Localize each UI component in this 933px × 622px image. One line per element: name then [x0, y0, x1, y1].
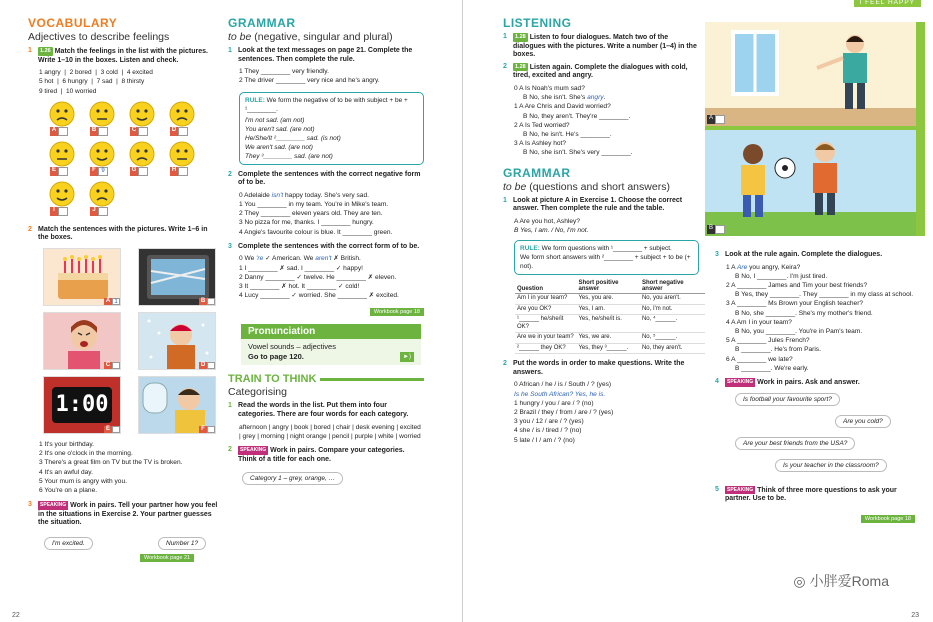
answer-box[interactable] [104, 426, 120, 433]
face-letter: H [170, 167, 178, 176]
running-head: I FEEL HAPPY [854, 0, 921, 7]
rule-label: RULE: [520, 245, 540, 253]
line-end: ✗ British. [331, 255, 361, 263]
speech-bubble: Category 1 – grey, orange, … [242, 472, 343, 485]
answer-box[interactable] [90, 127, 108, 136]
audio-icon[interactable]: 1.26 [40, 48, 51, 54]
example-answer: isn't [271, 191, 284, 199]
pronunciation-body [241, 339, 421, 365]
dialogue-lines [715, 272, 915, 373]
table-cell: Yes, we are. [576, 333, 639, 344]
subheading-rest: (questions and short answers) [529, 180, 670, 193]
instruction-text: Listen to four dialogues. Match two of the dialogues with the pictures. Write a number (1–4) in the boxes. [513, 34, 697, 59]
workbook-link[interactable]: Workbook page 18 [861, 515, 915, 523]
speaking-label: SPEAKING [727, 486, 754, 493]
speech-bubble: Are you cold? [835, 415, 891, 428]
word-list: 1 angry | 2 bored | 3 cold | 4 excited 5 hot | 6 hungry | 7 sad | 8 thirsty 9 tired | 10 worried [39, 69, 153, 95]
face-letter: A [50, 127, 58, 136]
face-letter: J [90, 207, 98, 216]
dialogue-line: 1 A Are Chris and David worried? [514, 103, 611, 111]
grammar-ex1-instruction [503, 197, 699, 214]
table-cell: Am I in your team? [515, 294, 576, 305]
emoji-icon [48, 140, 76, 168]
answer-box[interactable] [50, 207, 68, 216]
answer-box[interactable] [50, 167, 68, 176]
table-cell: No, ⁴______. [640, 315, 705, 333]
speaker-icon[interactable]: ►) [400, 352, 414, 362]
subheading-verb: to be [228, 31, 252, 43]
word: 9 tired [39, 87, 58, 95]
pronunciation-link[interactable]: Go to page 120. [248, 352, 304, 362]
emoji-face-cold [128, 100, 162, 136]
line-start: 0 Adelaide [239, 191, 272, 199]
emoji-face-happy [88, 140, 122, 176]
dialogue-line: 4 A Am I in your team? [726, 318, 792, 326]
instruction-text: Complete the sentences with the correct negative form of to be. [238, 170, 421, 187]
pic-letter: C [105, 361, 111, 368]
exercise-line [228, 254, 424, 263]
answer-box[interactable] [130, 127, 148, 136]
workbook-link[interactable]: Workbook page 21 [140, 554, 194, 562]
dialogue-line: 6 A ________ we late? [726, 355, 793, 363]
line-mid: ✓ American. We [263, 255, 316, 263]
example-answer: Is he South African? Yes, he is. [514, 390, 606, 398]
face-answer[interactable] [178, 127, 188, 136]
table-cell: Are you OK? [515, 304, 576, 315]
speech-bubble: I'm excited. [44, 537, 93, 550]
grammar-ex3-instruction [715, 251, 915, 260]
ex-number: 1 [228, 47, 232, 54]
table-cell: Yes, I am. [576, 304, 639, 315]
ex-number: 1 [28, 47, 32, 54]
dialogue-line: 3 A ________ Ms Brown your English teacher? [726, 300, 864, 308]
vocab-ex3-instruction [28, 501, 218, 528]
exercise-line: 5 late / I / am / ? (no) [514, 436, 575, 444]
emoji-icon [48, 180, 76, 208]
ex-number: 3 [715, 251, 719, 258]
table-cell: Yes, you are. [576, 294, 639, 305]
pronunciation-box [241, 324, 421, 365]
page-number: 23 [911, 612, 919, 619]
table-cell: No, they aren't. [640, 343, 705, 354]
dialogue-line: 0 A Is Noah's mum sad? [514, 84, 585, 92]
emoji-face-worried [48, 180, 82, 216]
exercise-line: 3 you / 12 / are / ? (yes) [514, 418, 584, 426]
divider [320, 378, 424, 381]
instruction-text: Match the sentences with the pictures. Write 1–6 in the boxes. [38, 225, 208, 242]
grammar-ex1-instruction [228, 47, 424, 64]
table-header: Short negative answer [640, 279, 705, 294]
rule-line: I'm not sad. (am not) [245, 116, 305, 124]
face-letter: B [90, 127, 98, 136]
picture-angry-mum [43, 312, 121, 370]
emoji-icon [48, 100, 76, 128]
pic-answer: 1 [112, 298, 120, 305]
exercise-line: 4 Angie's favourite colour is blue. It ________ green. [239, 228, 393, 236]
word: 4 excited [126, 69, 153, 77]
picture-broken-tv [138, 248, 216, 306]
ex-number: 1 [503, 196, 507, 204]
exercise-line: 0 African / he / is / South / ? (yes) [514, 381, 612, 389]
line-rest: you angry, Keira? [747, 263, 801, 271]
exercise-line: 2 Danny ________ ✓ twelve. He ________ ✗ eleven. [239, 273, 397, 281]
exercise-line: 1 hungry / you / are / ? (no) [514, 399, 594, 407]
face-letter: G [130, 167, 138, 176]
sentence: 5 Your mum is angry with you. [39, 477, 127, 485]
pronunciation-title: Pronunciation [241, 324, 421, 339]
rule-line: They ³________ sad. (are not) [245, 152, 333, 160]
ttt-ex2-instruction [228, 446, 424, 464]
exercise-line: 2 Brazil / they / from / are / ? (yes) [514, 408, 614, 416]
audio-icon[interactable]: 1.28 [515, 63, 526, 70]
example-answer: 're [256, 255, 264, 263]
picture-awful-day [138, 312, 216, 370]
dialogue-line: 2 A ________ James and Tim your best friends? [726, 282, 868, 289]
table-cell: Yes, they ³______. [576, 343, 639, 354]
right-page [466, 0, 933, 622]
face-letter: I [50, 207, 58, 216]
grammar-ex2-instruction [228, 171, 424, 188]
answer-box[interactable] [199, 362, 215, 369]
table-cell: Are we in your team? [515, 333, 576, 344]
listening-heading: LISTENING [503, 16, 572, 30]
emoji-icon [168, 140, 196, 168]
instruction-text: Listen again. Complete the dialogues with cold, tired, excited and angry. [513, 63, 688, 80]
instruction-text: Work in pairs. Tell your partner how you feel in the situations in Exercise 2. Your partner guesses the situation. [38, 502, 218, 527]
answer-box[interactable] [104, 362, 120, 369]
football-scene-icon [705, 130, 916, 236]
instruction-text: Look at picture A in Exercise 1. Choose the correct answer. Then complete the rule and the table. [513, 196, 683, 213]
table-cell: No, I'm not. [640, 304, 705, 315]
subheading-rest: (negative, singular and plural) [254, 31, 393, 43]
scene-b [705, 130, 916, 236]
face-answer[interactable] [58, 207, 68, 216]
exercise-line: 1 They ________ very friendly. [239, 68, 329, 76]
dialogue-line: B No, he isn't. He's ________. [523, 130, 612, 138]
instruction-text: Look at the text messages on page 21. Complete the sentences. Then complete the rule. [238, 47, 413, 63]
emoji-face-hungry [88, 180, 122, 216]
dialogue-line: 2 A Is Ted worried? [514, 121, 570, 129]
instruction-text: Work in pairs. Ask and answer. [757, 379, 860, 387]
emoji-face-tired [88, 100, 122, 136]
answer-box[interactable] [707, 225, 725, 234]
rule-line: He/She/It ²________ sad. (is not) [245, 134, 341, 142]
situations-list [28, 440, 218, 495]
answer-box[interactable] [50, 127, 68, 136]
emoji-face-bored [128, 140, 162, 176]
grammar-subheading [228, 31, 424, 43]
table-cell: No, you aren't. [640, 294, 705, 305]
emoji-icon [88, 180, 116, 208]
situation-pictures [43, 248, 218, 434]
exercise-line: 4 she / is / tired / ? (no) [514, 427, 582, 435]
face-answer[interactable] [58, 167, 68, 176]
sentence: 1 It's your birthday. [39, 440, 95, 448]
face-answer[interactable] [98, 207, 108, 216]
rule-lines [245, 116, 418, 161]
table-header: Short positive answer [576, 279, 639, 294]
rule-box [239, 92, 424, 165]
speech-bubble: Is your teacher in the classroom? [775, 459, 887, 472]
dialogue-line: B No, she ________. She's my mother's friend. [735, 309, 873, 317]
ttt-ex1-instruction [228, 402, 424, 419]
ex-number: 2 [228, 446, 232, 453]
word: 8 thirsty [121, 78, 145, 86]
instruction-text: Work in pairs. Compare your categories. Think of a title for each one. [238, 447, 405, 463]
grammar-heading: GRAMMAR [503, 165, 571, 180]
rule-box [514, 240, 699, 275]
word: 5 hot [39, 78, 54, 86]
table-cell: No, ⁵______. [640, 333, 705, 344]
table-row [515, 294, 705, 305]
emoji-icon [168, 100, 196, 128]
face-letter: C [130, 127, 138, 136]
rule-line: We aren't sad. (are not) [245, 143, 313, 151]
questions-table [515, 279, 705, 354]
dialogue-line: B Yes, they ________. They ________ in my class at school. [735, 291, 914, 299]
subheading-verb: to be [503, 180, 527, 193]
line-start: 1 A [726, 263, 738, 271]
dialogue-line [715, 263, 915, 272]
dialogue-line: A Are you hot, Ashley? [514, 217, 580, 225]
face-answer[interactable] [138, 167, 148, 176]
pic-letter: A [105, 297, 111, 304]
face-answer[interactable]: 9 [98, 167, 108, 176]
table-row [515, 343, 705, 354]
speaking-label: SPEAKING [40, 502, 67, 509]
rule-text: We form the negative of to be with subject + be + ¹________. [245, 96, 408, 113]
grammar-subheading [503, 181, 699, 193]
exercise-line [228, 191, 424, 200]
right-exercises-column [715, 248, 915, 525]
exercise-line: 4 Lucy ________ ✓ worried. She ________ ✗ excited. [239, 292, 399, 300]
dialogue-line: B No, she isn't. She's very ________. [523, 149, 633, 157]
speech-bubble: Are your best friends from the USA? [735, 437, 855, 450]
line-start: B No, she isn't. She's [523, 94, 588, 102]
illustration-panel [705, 22, 925, 236]
vocab-ex2-instruction [28, 226, 218, 243]
grammar-ex2-instruction [503, 360, 699, 377]
line-start: 0 We [239, 255, 257, 263]
face-letter: D [170, 127, 178, 136]
sentence: 4 It's an awful day. [39, 468, 93, 476]
exercise-line: 2 The driver ________ very nice and he's angry. [239, 77, 380, 85]
face-answer[interactable] [138, 127, 148, 136]
window-scene-icon [705, 22, 916, 126]
speech-bubble: Is football your favourite sport? [735, 393, 840, 406]
listening-grammar-column [503, 16, 699, 445]
watermark-text: 小胖爱Roma [809, 573, 889, 589]
listening-ex1-instruction [503, 33, 699, 60]
dialogue-line: B ________. We're early. [735, 364, 809, 372]
left-page [0, 0, 463, 622]
answer-box[interactable] [707, 115, 725, 124]
face-answer[interactable] [178, 167, 188, 176]
sentence: 3 There's a great film on TV but the TV is broken. [39, 459, 183, 467]
example-answer: angry [587, 94, 604, 102]
vocabulary-subheading: Adjectives to describe feelings [28, 31, 170, 43]
sentence: 2 It's one o'clock in the morning. [39, 450, 133, 458]
exercise-line: 2 They ________ eleven years old. They are ten. [239, 210, 383, 218]
emoji-face-sad [48, 140, 82, 176]
exercise-line: 1 You ________ in my team. You're in Mike's team. [239, 200, 389, 208]
rule-label: RULE: [245, 96, 265, 104]
line-rest: happy today. She's very sad. [283, 191, 369, 199]
dialogue-line: 5 A ________ Jules French? [726, 337, 810, 345]
rule-text: We form short answers with ²________ + subject + to be (+ not). [520, 254, 691, 271]
table-row [515, 304, 705, 315]
example-answer: aren't [315, 255, 332, 263]
watermark [789, 570, 893, 592]
workbook-link[interactable]: Workbook page 18 [370, 308, 424, 316]
speech-bubbles [28, 531, 218, 563]
instruction-text: Complete the sentences with the correct form of to be. [238, 242, 420, 250]
dialogue-line: B No, she isn't. She's angry. [523, 94, 606, 102]
word: 6 hungry [62, 78, 88, 86]
picture-birthday-cake [43, 248, 121, 306]
emoji-icon [128, 100, 156, 128]
answer-box[interactable] [104, 298, 120, 305]
scene-letter: B [707, 225, 715, 234]
train-to-think-header [228, 373, 424, 385]
audio-icon[interactable]: 1.28 [515, 34, 526, 40]
grammar-ex4-instruction [715, 378, 915, 388]
dialogue-line: B ________. He's from Paris. [735, 346, 821, 354]
speech-bubble: Number 1? [158, 537, 206, 550]
exercise-line: 3 No pizza for me, thanks. I ________ hungry. [239, 219, 374, 227]
dialogue-line: B No, they aren't. They're ________. [523, 112, 631, 120]
answer-box[interactable] [90, 207, 108, 216]
ex-number: 2 [503, 360, 507, 368]
question-bubbles [715, 391, 915, 483]
grammar-column [228, 16, 424, 485]
emoji-face-hot [168, 100, 202, 136]
category-word-list: afternoon | angry | book | bored | chair | desk evening | excited | grey | morning | night orange | pencil | purple | white | worried [239, 423, 421, 440]
pic-letter: B [200, 297, 206, 304]
emoji-face-frown [48, 100, 82, 136]
table-header: Question [515, 279, 576, 294]
ex-number: 1 [228, 402, 232, 410]
ex-number: 1 [503, 33, 507, 40]
word: 1 angry [39, 69, 61, 77]
watermark-icon: ◎ [793, 572, 806, 589]
vocabulary-column [28, 16, 218, 563]
dialogue-line: B No, you ________. You're in Pam's team. [735, 328, 863, 336]
emoji-icon [88, 140, 116, 168]
table-row [515, 315, 705, 333]
table-cell: Yes, he/she/it is. [576, 315, 639, 333]
emoji-faces-grid [48, 100, 218, 216]
listening-ex2-instruction [503, 63, 699, 81]
word: 2 bored [69, 69, 92, 77]
ex-number: 3 [228, 242, 232, 250]
pronunciation-line: Vowel sounds – adjectives [248, 342, 336, 352]
speaking-label: SPEAKING [727, 379, 754, 386]
ex-number: 4 [715, 378, 719, 386]
instruction-text: Look at the rule again. Complete the dialogues. [725, 251, 883, 258]
word: 10 worried [66, 87, 97, 95]
emoji-icon [128, 140, 156, 168]
rule-text: We form questions with ¹________ + subject. [541, 245, 672, 253]
speaking-label: SPEAKING [240, 447, 267, 453]
face-answer[interactable] [98, 127, 108, 136]
dialogue-line: 3 A Is Ashley hot? [514, 140, 567, 148]
scene-a [705, 22, 916, 126]
vocab-ex1-instruction [28, 47, 218, 65]
grammar-heading: GRAMMAR [228, 16, 296, 30]
train-to-think-title: TRAIN TO THINK [228, 373, 317, 386]
table-row [515, 333, 705, 344]
ex-number: 2 [503, 62, 507, 70]
dialogue-line: B Yes, I am. / No, I'm not. [514, 226, 589, 234]
page-number: 22 [12, 612, 20, 619]
ex-number: 2 [28, 225, 32, 233]
ex-number: 3 [28, 501, 32, 509]
ex-number: 5 [715, 485, 719, 493]
table-cell: ¹______ he/she/it OK? [515, 315, 576, 333]
face-answer[interactable] [58, 127, 68, 136]
exercise-line: 1 I ________ ✗ sad. I ________ ✓ happy! [239, 264, 363, 272]
grammar-ex5-instruction [715, 486, 915, 504]
pic-letter: F [199, 426, 207, 433]
instruction-text: Think of three more questions to ask your partner. Use to be. [725, 486, 897, 503]
sentence: 6 You're on a plane. [39, 487, 98, 494]
ttt-subheading: Categorising [228, 386, 287, 399]
word: 3 cold [100, 69, 118, 77]
emoji-face-angry [168, 140, 202, 176]
picture-clock [43, 376, 121, 434]
emoji-icon [88, 100, 116, 128]
pic-letter: D [200, 361, 206, 368]
example-answer: Are [737, 263, 748, 271]
digital-clock: 1:00 [52, 387, 112, 423]
face-letter: F [90, 167, 98, 176]
word: 7 sad [96, 78, 113, 86]
scene-letter: A [707, 115, 715, 124]
answer-box[interactable] [90, 167, 108, 176]
grammar-ex3-instruction [228, 243, 424, 252]
answer-box[interactable] [170, 167, 188, 176]
table-cell: ²______ they OK? [515, 343, 576, 354]
pic-letter: E [105, 425, 110, 432]
face-letter: E [50, 167, 58, 176]
answer-box[interactable] [130, 167, 148, 176]
dialogue-line: B No, I ________. I'm just tired. [735, 272, 828, 280]
rule-line: You aren't sad. (are not) [245, 125, 315, 133]
exercise-line: 3 It ________ ✗ hot. It ________ ✓ cold! [239, 283, 360, 290]
instruction-text: Read the words in the list. Put them into four categories. There are four words for each category. [238, 402, 409, 418]
picture-plane [138, 376, 216, 434]
instruction-text: Match the feelings in the list with the pictures. Write 1–10 in the boxes. Listen and check. [38, 48, 208, 64]
answer-box[interactable] [199, 426, 215, 433]
answer-box[interactable] [199, 298, 215, 305]
answer-box[interactable] [170, 127, 188, 136]
vocabulary-heading: VOCABULARY [28, 16, 118, 30]
instruction-text: Put the words in order to make questions. Write the answers. [513, 360, 685, 376]
ex-number: 2 [228, 170, 232, 178]
